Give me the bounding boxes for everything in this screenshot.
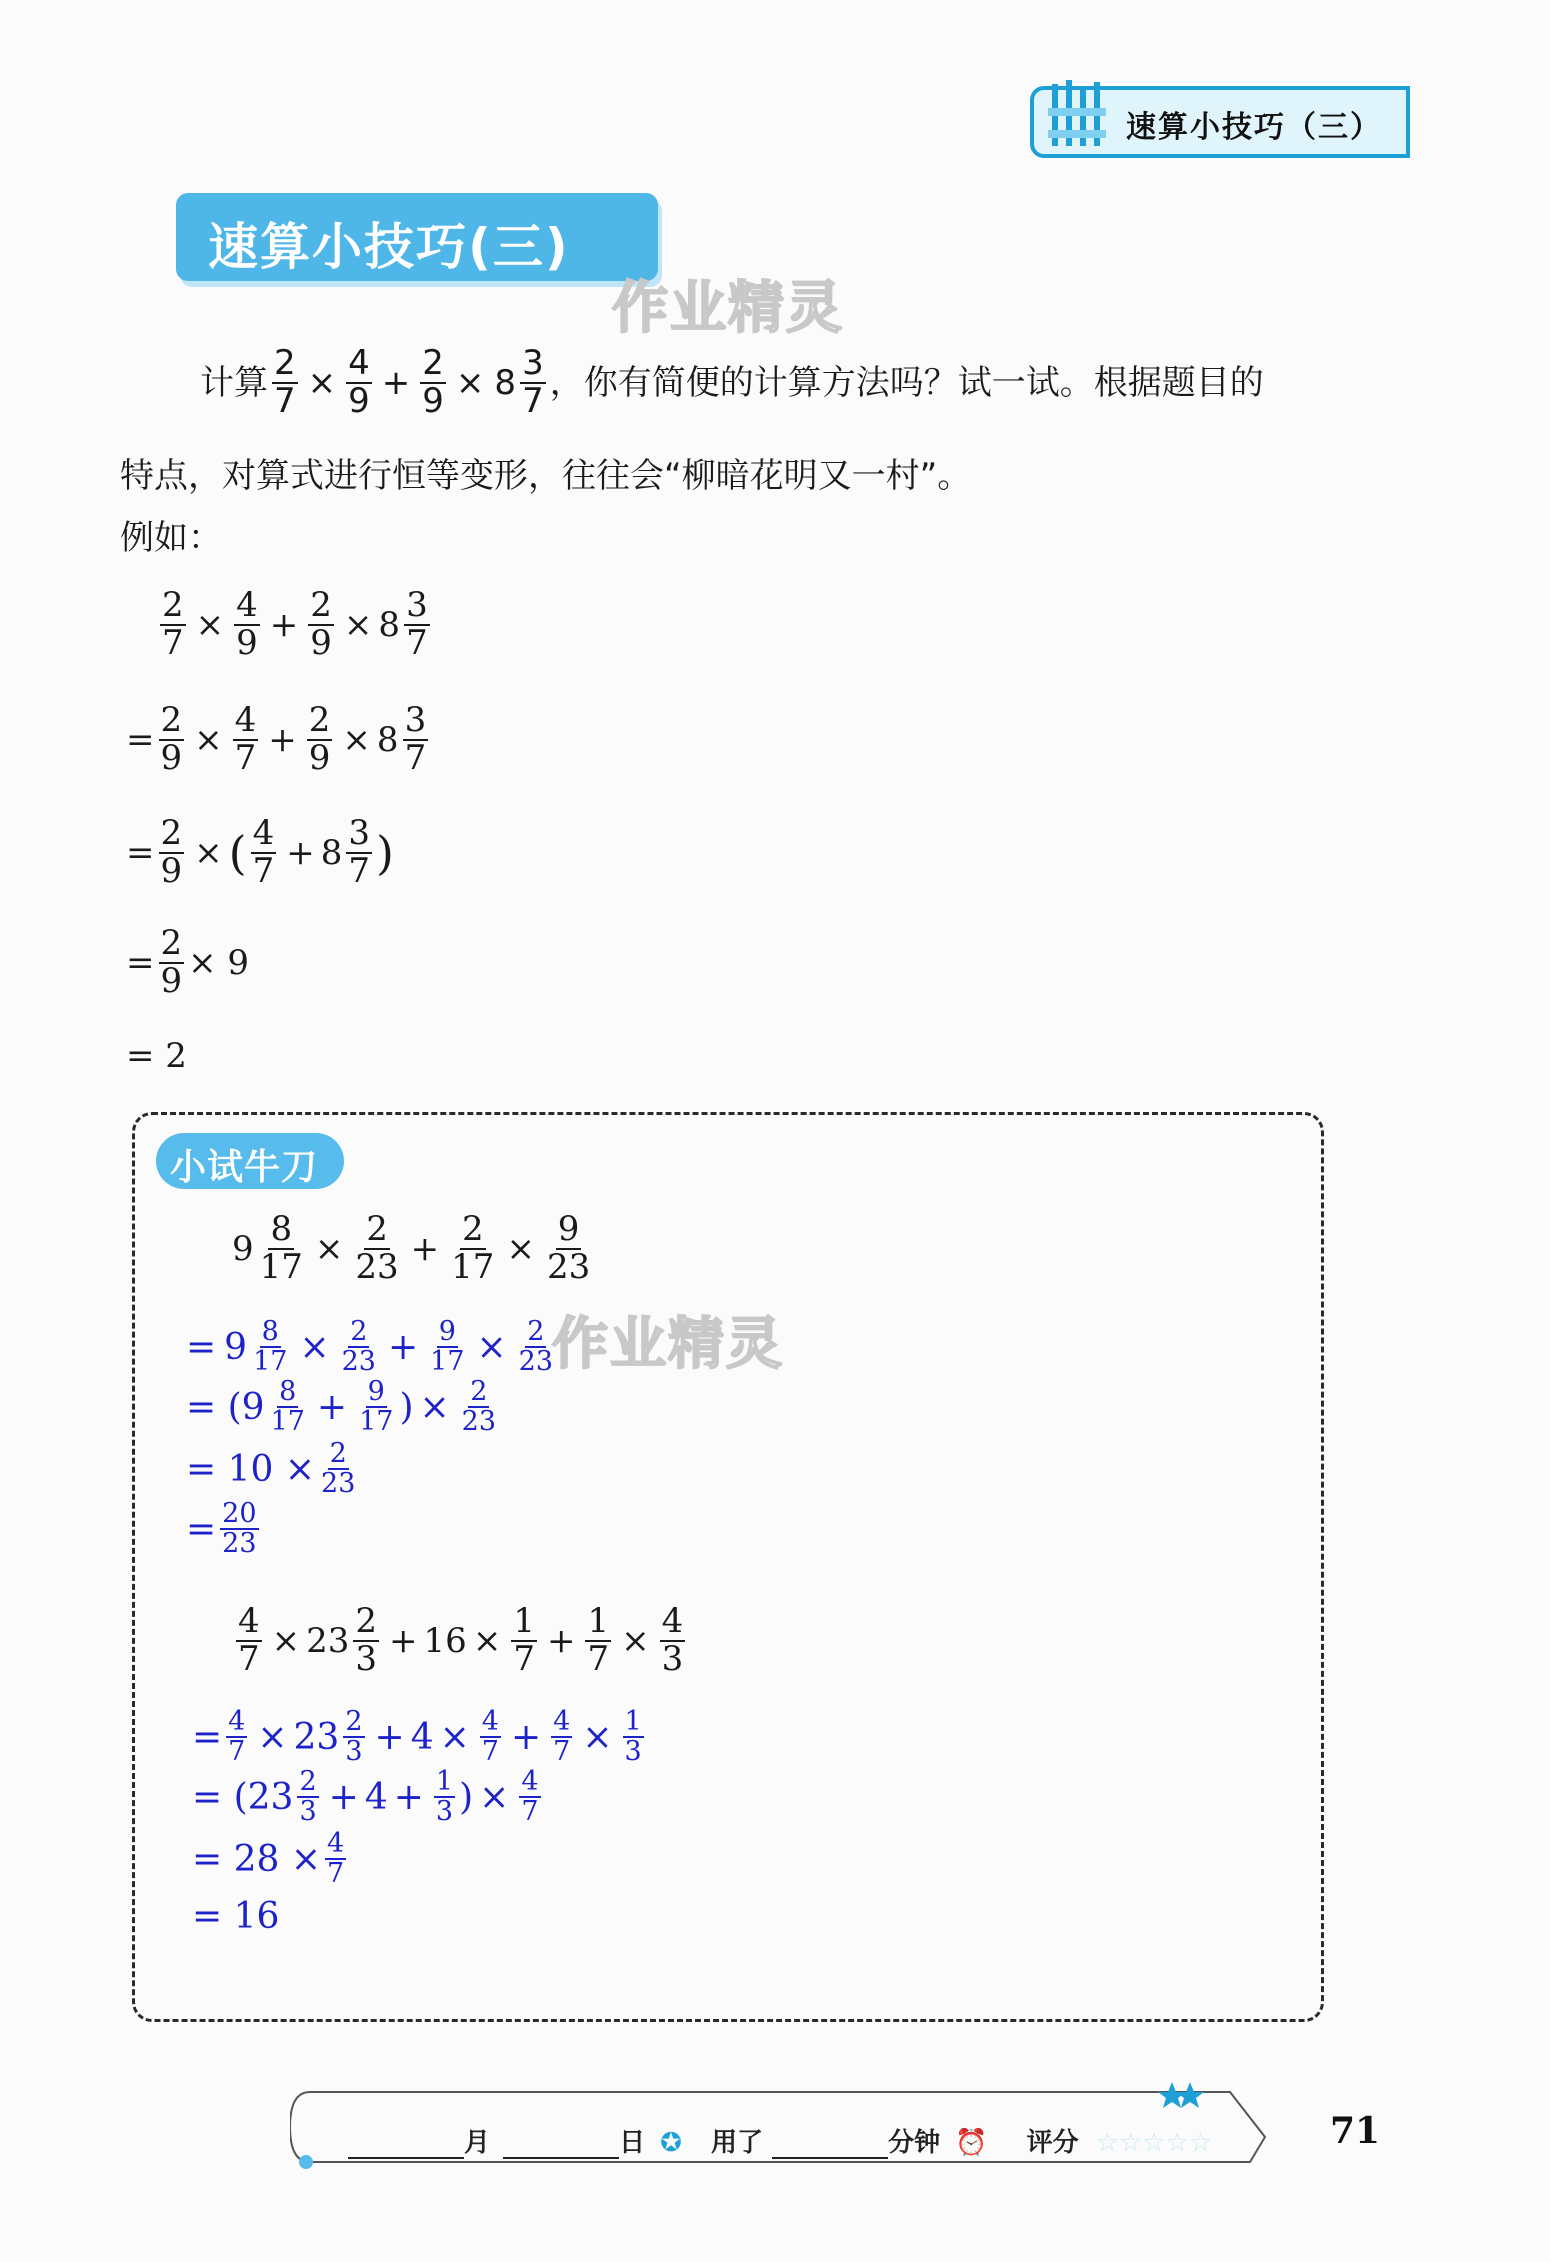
page-title-text: 速算小技巧(三)	[208, 218, 570, 276]
header-tab-label: 速算小技巧（三）	[1126, 110, 1382, 145]
example-step-3: = $\frac{2}{9}$ × ( $\frac{4}{7}$ + 8 $\frac{3}{7}$ )	[126, 813, 394, 891]
footer-date-row: 月 日 ✪ 用了 分钟 ⏰ 评分 ☆☆☆☆☆	[348, 2122, 1212, 2159]
fraction: $\frac{4}{9}$	[348, 343, 370, 421]
answer-2-step-2: = ( 23 $\frac{2}{3}$ + 4 + $\frac{1}{3}$ ) × $\frac{4}{7}$	[192, 1766, 539, 1828]
example-step-1: $\frac{2}{7}$ × $\frac{4}{9}$ + $\frac{2}{9}$ × 8 $\frac{3}{7}$	[162, 585, 428, 663]
month-blank[interactable]	[348, 2157, 464, 2159]
abacus-icon	[1048, 78, 1108, 154]
day-blank[interactable]	[503, 2157, 619, 2159]
example-label: 例如：	[120, 518, 222, 558]
answer-1-step-1: = 9 $\frac{8}{17}$ × $\frac{2}{23}$ + $\frac{9}{17}$ × $\frac{2}{23}$	[186, 1316, 554, 1378]
clock-icon: ⏰	[955, 2128, 988, 2158]
example-step-4: = $\frac{2}{9}$ × 9	[126, 923, 250, 1001]
award-icon: ✪	[660, 2128, 682, 2158]
practice-label: 小试牛刀	[156, 1133, 344, 1189]
example-step-5: = 2	[126, 1036, 187, 1076]
answer-1-step-2: = ( 9 $\frac{8}{17}$ + $\frac{9}{17}$ ) × $\frac{2}{23}$	[186, 1376, 497, 1438]
page-number: 71	[1330, 2110, 1381, 2152]
fraction: $\frac{2}{7}$	[274, 343, 296, 421]
practice-question-2: $\frac{4}{7}$ × 23 $\frac{2}{3}$ + 16 × $\frac{1}{7}$ + $\frac{1}{7}$ × $\frac{4}{3}$	[238, 1601, 684, 1679]
answer-1-step-3: = 10 × $\frac{2}{23}$	[186, 1438, 356, 1500]
answer-2-step-1: = $\frac{4}{7}$ × 23 $\frac{2}{3}$ + 4 × $\frac{4}{7}$ + $\frac{4}{7}$ × $\frac{1}{3}$	[192, 1706, 642, 1768]
fraction: $\frac{3}{7}$	[522, 343, 544, 421]
rating-stars[interactable]: ☆☆☆☆☆	[1095, 2128, 1213, 2158]
intro-line-2: 特点，对算式进行恒等变形，往往会“柳暗花明又一村”。	[120, 456, 972, 496]
page-title	[176, 193, 658, 281]
answer-2-step-3: = 28 × $\frac{4}{7}$	[192, 1828, 345, 1890]
fraction: $\frac{2}{9}$	[422, 343, 444, 421]
intro-prefix: 计算	[200, 362, 268, 403]
example-step-2: = $\frac{2}{9}$ × $\frac{4}{7}$ + $\frac{2}{9}$ × 8 $\frac{3}{7}$	[126, 700, 427, 778]
intro-line-1: 计算 $\frac{2}{7}$ × $\frac{4}{9}$ + $\frac{2}{9}$ × 8 $\frac{3}{7}$ ，你有简便的计算方法吗？试一试。根据题目的	[200, 343, 1264, 421]
intro-suffix: ，你有简便的计算方法吗？试一试。根据题目的	[549, 362, 1264, 403]
watermark: 作业精灵	[612, 276, 844, 341]
answer-1-step-4: = $\frac{20}{23}$	[186, 1498, 257, 1560]
watermark: 作业精灵	[552, 1312, 784, 1377]
practice-question-1: 9 $\frac{8}{17}$ × $\frac{2}{23}$ + $\frac{2}{17}$ × $\frac{9}{23}$	[232, 1209, 591, 1287]
header-tab	[1030, 86, 1410, 158]
answer-2-step-4: = 16	[192, 1896, 280, 1937]
minutes-blank[interactable]	[772, 2157, 888, 2159]
